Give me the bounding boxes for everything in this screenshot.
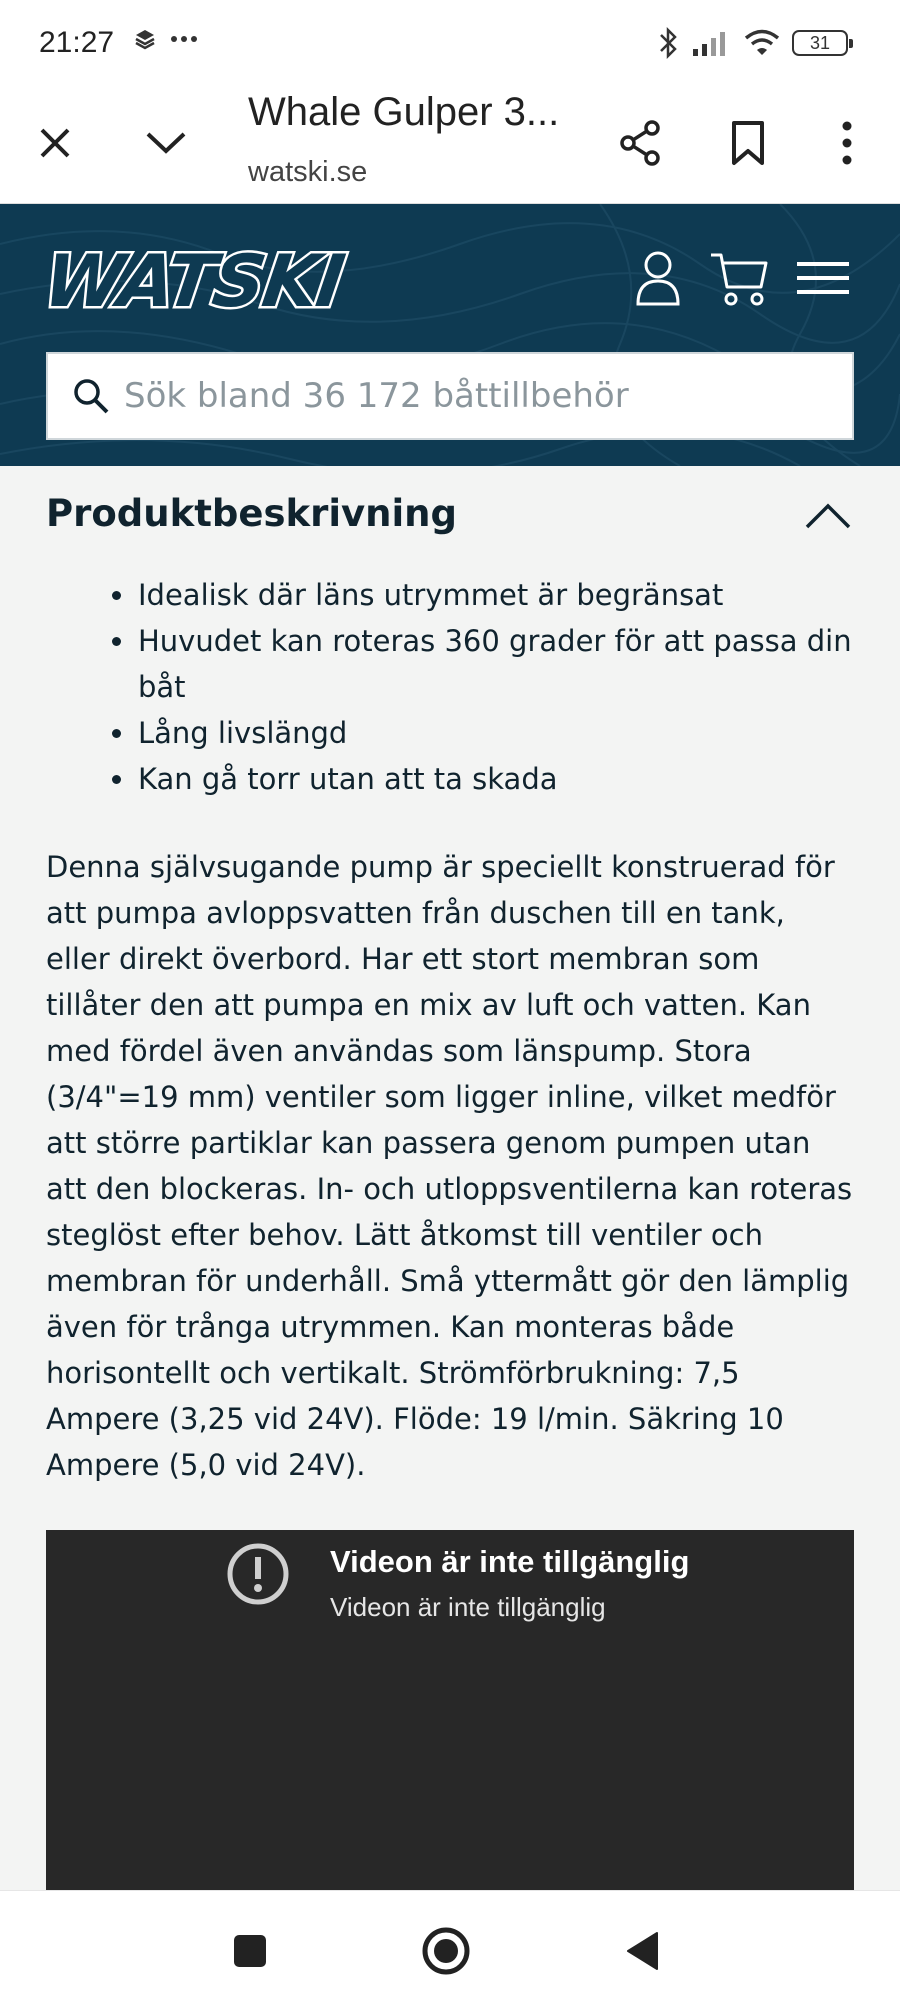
share-button[interactable] [612, 112, 668, 174]
back-triangle-icon [625, 1931, 659, 1971]
recents-button[interactable] [220, 1921, 280, 1981]
status-notification-icons [134, 28, 198, 50]
watski-logo[interactable] [46, 244, 366, 319]
feature-list [46, 572, 854, 802]
signal-icon [692, 29, 732, 57]
cart-button[interactable] [708, 248, 770, 308]
collapse-button[interactable] [802, 496, 854, 536]
home-circle-icon [421, 1926, 471, 1976]
section-header[interactable] [46, 466, 854, 566]
logo-text: WATSKI [46, 244, 348, 314]
wifi-icon [744, 29, 780, 57]
video-error-subtitle: Videon är inte tillgänglig [330, 1592, 606, 1622]
more-dots-icon [170, 35, 198, 43]
menu-button[interactable] [796, 248, 850, 308]
back-button[interactable] [612, 1921, 672, 1981]
bookmark-icon [731, 120, 765, 166]
battery-icon [792, 30, 848, 56]
user-icon [635, 249, 681, 307]
page-title: Whale Gulper 3... [248, 90, 560, 134]
home-button[interactable] [416, 1921, 476, 1981]
search-input[interactable] [124, 376, 844, 416]
chevron-down-icon [145, 131, 187, 155]
bluetooth-icon [658, 26, 680, 60]
search-icon [72, 377, 110, 415]
layers-icon [134, 28, 156, 50]
close-icon [38, 126, 72, 160]
status-time: 21:27 [39, 26, 115, 59]
status-bar [0, 0, 900, 86]
overflow-menu-button[interactable] [824, 112, 870, 174]
chevron-up-icon [804, 502, 852, 530]
hamburger-icon [797, 261, 849, 295]
browser-toolbar [0, 86, 900, 204]
page-domain: watski.se [248, 156, 368, 188]
video-player[interactable] [46, 1530, 854, 1890]
battery-level: 31 [809, 32, 831, 53]
system-nav-bar [0, 1890, 900, 2000]
alert-circle-icon [226, 1542, 290, 1606]
site-header [0, 204, 900, 466]
status-system-icons [658, 26, 848, 60]
product-description-section [46, 466, 854, 1488]
square-icon [233, 1934, 267, 1968]
more-vertical-icon [842, 121, 852, 165]
share-icon [618, 119, 662, 167]
list-item: Kan gå torr utan att ta skada [138, 756, 854, 802]
video-error-title: Videon är inte tillgänglig [330, 1544, 690, 1579]
list-item: Idealisk där läns utrymmet är begränsat [138, 572, 854, 618]
search-box[interactable] [46, 352, 854, 440]
list-item: Huvudet kan roteras 360 grader för att passa din båt [138, 618, 854, 710]
header-icons [634, 248, 850, 308]
cart-icon [709, 249, 769, 307]
account-button[interactable] [634, 248, 682, 308]
description-text: Denna självsugande pump är speciellt konstruerad för att pumpa avloppsvatten från duschen till en tank, eller direkt överbord. Har ett stort membran som tillåter den att pumpa en mix av luft och vatten. Kan med fördel även användas som länspump. Stora (3/4"=19 mm) ventiler som ligger inline, vilket medför att större partiklar kan passera genom pumpen utan att den blockeras. In- och utloppsventilerna kan roteras steglöst efter behov. Lätt åtkomst till ventiler och membran för underhåll. Små yttermått gör den lämplig även för trånga utrymmen. Kan monteras både horisontellt och vertikalt. Strömförbrukning: 7,5 Ampere (3,25 vid 24V). Flöde: 19 l/min. Säkring 10 Ampere (5,0 vid 24V). [46, 850, 853, 1482]
section-title: Produktbeskrivning [46, 492, 458, 535]
minimize-button[interactable] [138, 118, 194, 168]
watski-logo-mark [46, 244, 366, 314]
close-tab-button[interactable] [30, 118, 80, 168]
bookmark-button[interactable] [722, 112, 774, 174]
list-item: Lång livslängd [138, 710, 854, 756]
